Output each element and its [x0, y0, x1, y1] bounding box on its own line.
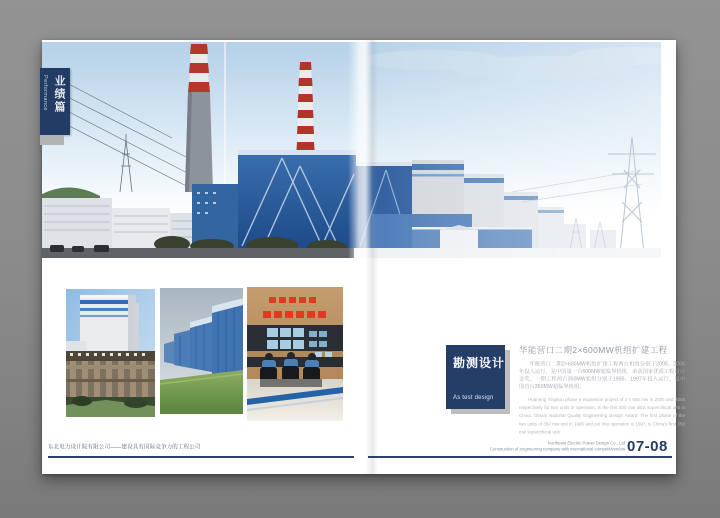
- thumbnail-photo-control-room: [247, 287, 343, 421]
- thumb2-illustration: [160, 288, 243, 414]
- project-title: 华能营口二期2×600MW机组扩建工程: [519, 345, 668, 355]
- thumbnail-photo-plant-row: [160, 288, 243, 414]
- project-description-zh: 华能营口二期2×600MW机组扩建工程两台机组分别于2005、2006年投入运行，是中国第一台600MW超临界机组，荣获国家优质工程设计金奖。一期工程两台350MW机组分别于1995、1997年投入运行，是中国首台350MW超临界机组。: [519, 361, 685, 390]
- page-number: 07-08: [627, 438, 668, 455]
- footer-company-slogan: 东北电力设计院有限公司——建设具有国际竞争力的工程公司: [48, 444, 201, 450]
- footer-company-en: Northeast Electric Power Design Co., Ltd: [547, 440, 625, 446]
- chapter-tab-fold-shadow: [40, 135, 64, 145]
- brochure-spread-page: [42, 40, 685, 474]
- category-label-zh: 勘测设计: [453, 356, 506, 370]
- project-description-en: Huaneng Yingkou phase II expansion project of 2 x 600 mw in 2005 and 2006 respectively for two units in operation, is the first 600 mw ultra supercritical unit in China. Obtain National Quality Engineering Design Award. The first phase of the two units of 350 mw unit in 1995 and put into operation in 1997, is China's first 350 mw supercritical unit.: [519, 397, 685, 435]
- thumbnail-photo-boiler-building: [66, 289, 155, 417]
- footer-slogan-en: Construction of engineering company with international competitiveness: [489, 446, 625, 452]
- footer-rule-right: [368, 456, 672, 458]
- panorama-illustration: [42, 42, 661, 258]
- chapter-tab-label-zh: 业绩篇: [53, 75, 65, 114]
- chapter-tab-label-en: Performance: [42, 75, 48, 111]
- thumb3-illustration: [247, 287, 343, 421]
- category-box: [446, 345, 505, 409]
- thumb1-illustration: [66, 289, 155, 417]
- category-label-en: As test design: [453, 395, 494, 401]
- panorama-photo: [42, 42, 661, 258]
- chapter-tab: [40, 68, 70, 135]
- footer-right: [462, 440, 625, 464]
- footer-rule-left: [48, 456, 354, 458]
